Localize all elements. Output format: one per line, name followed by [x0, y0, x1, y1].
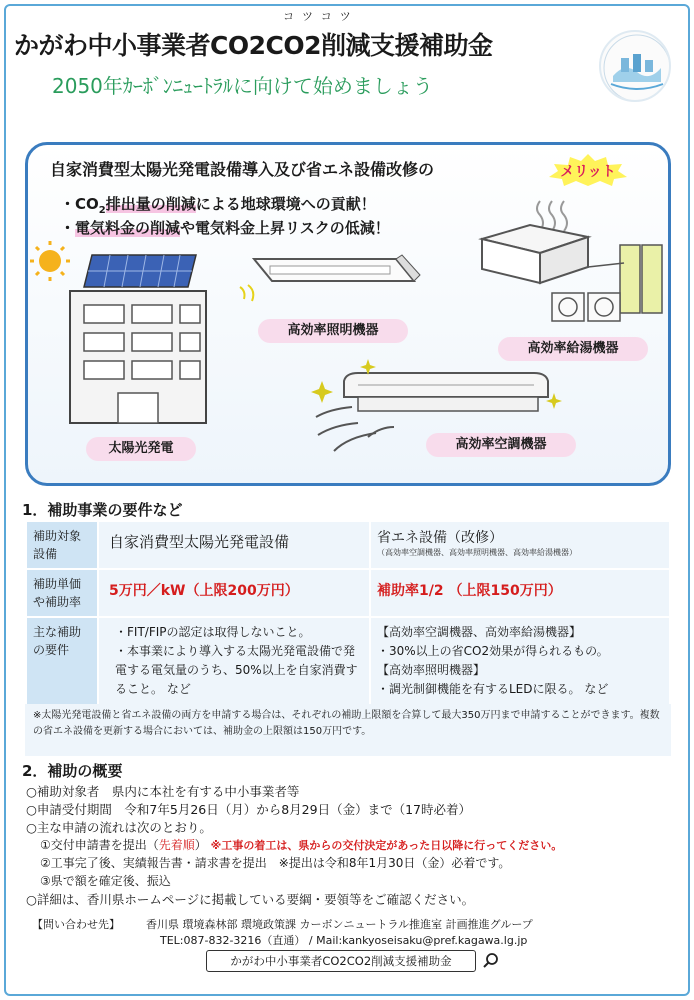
cell-solar-rate: 5万円／kW（上限200万円） [98, 569, 370, 617]
overview-period: ○申請受付期間 令和7年5月26日（月）から8月29日（金）まで（17時必着） [26, 802, 471, 817]
contact-org: 香川県 環境森林部 環境政策課 カーボンニュートラル推進室 計画推進グループ [146, 918, 533, 931]
table-row [26, 569, 670, 617]
overview-target: ○補助対象者 県内に本社を有する中小事業者等 [26, 784, 300, 799]
merit-badge-label: メリット [560, 164, 616, 180]
merit-bullet-1: ・$CO_2$排出量の削減による地球環境への貢献！ [60, 195, 376, 216]
merit-bullet-2: ・電気料金の削減や電気料金上昇リスクの低減！ [60, 219, 390, 237]
flow-step-2: ②工事完了後、実績報告書・請求書を提出 ※提出は令和8年1月30日（金）必着です。 [40, 856, 511, 870]
merit-heading: 自家消費型太陽光発電設備導入及び省エネ設備改修の [50, 160, 435, 179]
contact-label: 【問い合わせ先】 [32, 918, 120, 931]
search-icon [482, 952, 500, 970]
section2-heading: 2．補助の概要 [22, 762, 123, 780]
table-row [26, 617, 670, 707]
search-keyword-box: かがわ中小事業者CO2CO2削減支援補助金 [206, 950, 476, 972]
water-heater-icon [482, 201, 662, 321]
row-head: 補助単価や補助率 [26, 569, 98, 617]
cell-solar-req: ・FIT/FIPの認定は取得しないこと。 ・本事業により導入する太陽光発電設備で発電する電気量のうち、50%以上を自家消費すること。 など [98, 617, 370, 707]
flow-step-3: ③県で額を確定後、振込 [40, 874, 171, 888]
row-head: 主な補助の要件 [26, 617, 98, 707]
flow-step-1: ①交付申請書を提出（先着順） ※工事の着工は、県からの交付決定があった日以降に行ってください。 [40, 838, 563, 852]
contact-tel-mail: TEL:087-832-3216（直通） / Mail:kankyoseisaku@pref.kagawa.lg.jp [160, 934, 528, 947]
table-row [26, 521, 670, 569]
section1-heading: 1．補助事業の要件など [22, 501, 183, 519]
cell-eco-rate: 補助率1/2 （上限150万円） [370, 569, 670, 617]
table-note: ※太陽光発電設備と省エネ設備の両方を申請する場合は、それぞれの補助上限額を合算して最大350万円まで申請することができます。複数の省エネ設備を更新する場合においては、補助金の上限額は150万円です。 [25, 704, 671, 756]
row-head: 補助対象設備 [26, 521, 98, 569]
emblem-logo [599, 30, 671, 102]
title-ruby: コツコツ [283, 10, 359, 23]
cell-eco-req: 【高効率空調機器、高効率給湯機器】 ・30%以上の省CO2効果が得られるもの。 【高効率照明機器】 ・調光制御機能を有するLEDに限る。 など [370, 617, 670, 707]
overview-flow: ○主な申請の流れは次のとおり。 [26, 820, 212, 835]
overview-detail: ○詳細は、香川県ホームページに掲載している要綱・要領等をご確認ください。 [26, 892, 475, 907]
led-light-icon [240, 255, 420, 301]
label-aircon: 高効率空調機器 [426, 433, 576, 457]
solar-building-icon [70, 255, 206, 423]
label-solar: 太陽光発電 [86, 437, 196, 461]
sun-icon [30, 241, 70, 281]
merit-panel [25, 142, 671, 486]
cell-eco: 省エネ設備（改修） （高効率空調機器、高効率照明機器、高効率給湯機器） [370, 521, 670, 569]
requirements-table [25, 520, 671, 708]
page-title: かがわ中小事業者CO2CO2削減支援補助金 [14, 31, 493, 60]
label-lighting: 高効率照明機器 [258, 319, 408, 343]
equipment-illustration [28, 145, 668, 483]
page-subtitle: 2050年ｶｰﾎﾞﾝﾆｭｰﾄﾗﾙに向けて始めましょう [52, 74, 433, 98]
label-water-heater: 高効率給湯機器 [498, 337, 648, 361]
cell-solar: 自家消費型太陽光発電設備 [98, 521, 370, 569]
